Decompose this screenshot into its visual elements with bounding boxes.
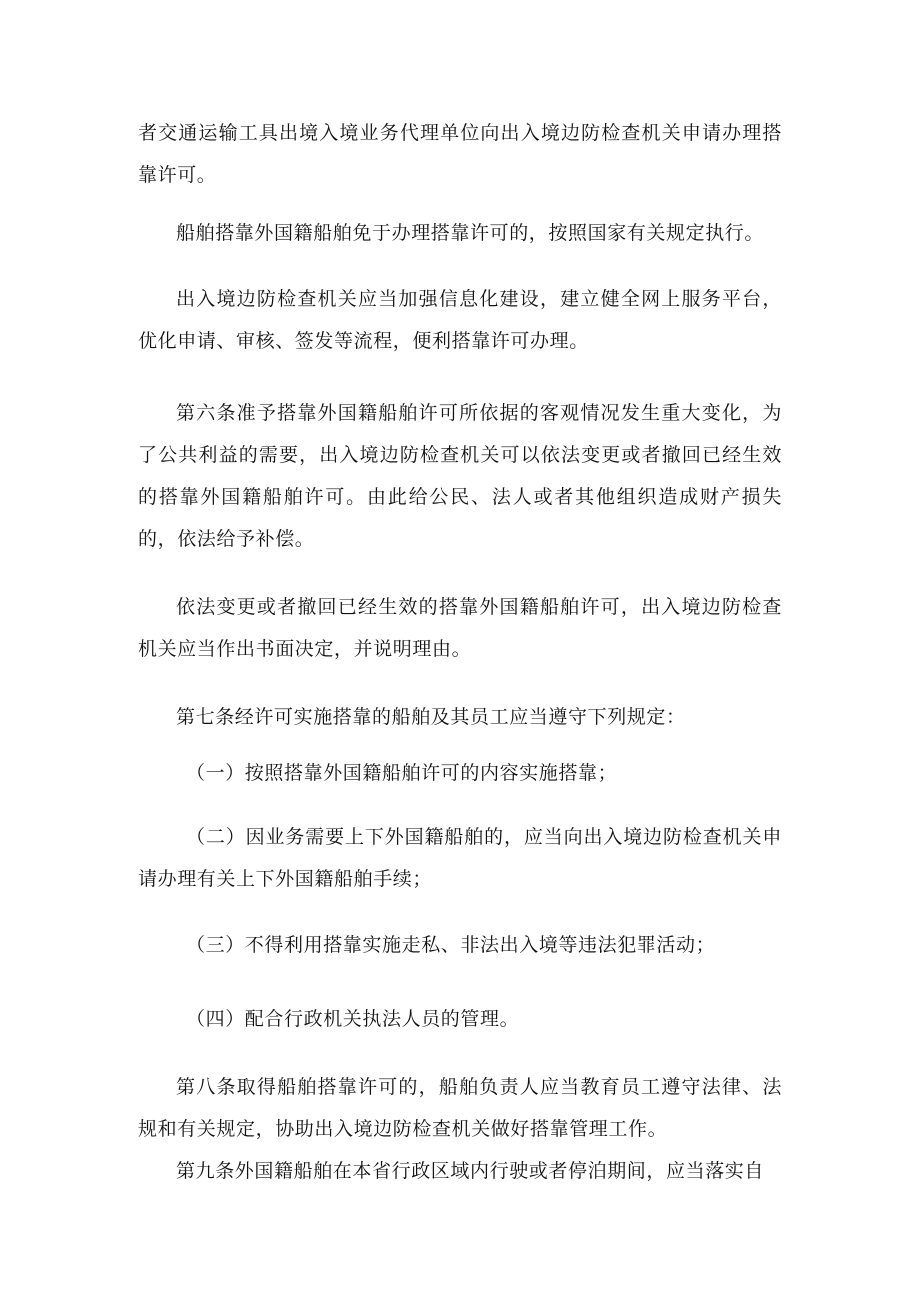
list-item-4: （四）配合行政机关执法人员的管理。 [186,1008,520,1030]
list-item-2: （二）因业务需要上下外国籍船舶的，应当向出入境边防检查机关申请办理有关上下外国籍船舶手续； [138,826,782,890]
paragraph-article-9: 第九条外国籍船舶在本省行政区域内行驶或者停泊期间，应当落实自 [176,1160,765,1182]
paragraph-written-decision: 依法变更或者撤回已经生效的搭靠外国籍船舶许可，出入境边防检查机关应当作出书面决定，并说明理由。 [138,596,782,660]
paragraph-article-8: 第八条取得船舶搭靠许可的，船舶负责人应当教育员工遵守法律、法规和有关规定，协助出入境边防检查机关做好搭靠管理工作。 [138,1076,782,1140]
paragraph-exemption: 船舶搭靠外国籍船舶免于办理搭靠许可的，按照国家有关规定执行。 [176,222,765,244]
paragraph-online-platform: 出入境边防检查机关应当加强信息化建设，建立健全网上服务平台，优化申请、审核、签发等流程，便利搭靠许可办理。 [138,288,782,352]
paragraph-article-6: 第六条准予搭靠外国籍船舶许可所依据的客观情况发生重大变化，为了公共利益的需要，出入境边防检查机关可以依法变更或者撤回已经生效的搭靠外国籍船舶许可。由此给公民、法人或者其他组织造成财产损失的，依法给予补偿。 [138,402,782,550]
paragraph-continuation: 者交通运输工具出境入境业务代理单位向出入境边防检查机关申请办理搭靠许可。 [138,122,782,186]
list-item-3: （三）不得利用搭靠实施走私、非法出入境等违法犯罪活动； [186,934,716,956]
list-item-1: （一）按照搭靠外国籍船舶许可的内容实施搭靠； [186,762,618,784]
paragraph-article-7: 第七条经许可实施搭靠的船舶及其员工应当遵守下列规定： [176,706,686,728]
